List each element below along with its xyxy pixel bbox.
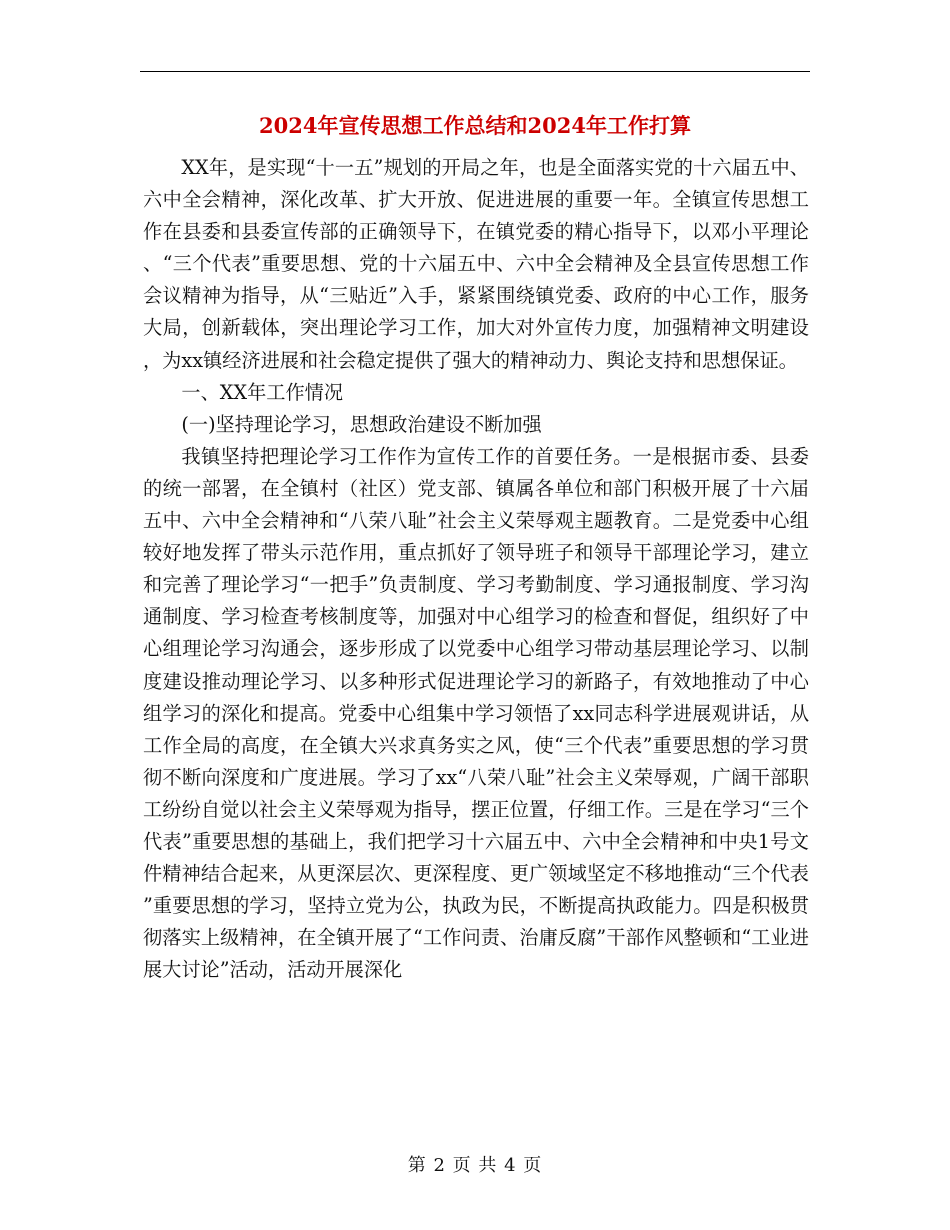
subsection-heading: (一)坚持理论学习，思想政治建设不断加强 xyxy=(181,412,542,436)
section-heading: 一、XX年工作情况 xyxy=(181,380,344,404)
body-paragraph: 我镇坚持把理论学习工作作为宣传工作的首要任务。一是根据市委、县委的统一部署，在全镇村（社区）党支部、镇属各单位和部门积极开展了十六届五中、六中全会精神和“八荣八耻”社会主义荣辱观主题教育。二是党委中心组较好地发挥了带头示范作用，重点抓好了领导班子和领导干部理论学习，建立和完善了理论学习“一把手”负责制度、学习考勤制度、学习通报制度、学习沟通制度、学习检查考核制度等，加强对中心组学习的检查和督促，组织好了中心组理论学习沟通会，逐步形成了以党委中心组学习带动基层理论学习、以制度建设推动理论学习、以多种形式促进理论学习的新路子，有效地推动了中心组学习的深化和提高。党委中心组集中学习领悟了xx同志科学进展观讲话，从工作全局的高度，在全镇大兴求真务实之风，使“三个代表”重要思想的学习贯彻不断向深度和广度进展。学习了xx“八荣八耻”社会主义荣辱观，广阔干部职工纷纷自觉以社会主义荣辱观为指导，摆正位置，仔细工作。三是在学习“三个代表”重要思想的基础上，我们把学习十六届五中、六中全会精神和中央1号文件精神结合起来，从更深层次、更深程度、更广领域坚定不移地推动“三个代表”重要思想的学习，坚持立党为公，执政为民，不断提高执政能力。四是积极贯彻落实上级精神，在全镇开展了“工作问责、治庸反腐”干部作风整顿和“工业进展大讨论”活动，活动开展深化 xyxy=(143,444,809,982)
document-title: 2024年宣传思想工作总结和2024年工作打算 xyxy=(259,113,691,138)
header-rule xyxy=(140,71,810,72)
page-number: 第 2 页 共 4 页 xyxy=(407,1155,543,1176)
document-body xyxy=(143,152,809,986)
intro-paragraph: XX年，是实现“十一五”规划的开局之年，也是全面落实党的十六届五中、六中全会精神，深化改革、扩大开放、促进进展的重要一年。全镇宣传思想工作在县委和县委宣传部的正确领导下，在镇党委的精心指导下，以邓小平理论、“三个代表”重要思想、党的十六届五中、六中全会精神及全县宣传思想工作会议精神为指导，从“三贴近”入手，紧紧围绕镇党委、政府的中心工作，服务大局，创新载体，突出理论学习工作，加大对外宣传力度，加强精神文明建设，为xx镇经济进展和社会稳定提供了强大的精神动力、舆论支持和思想保证。 xyxy=(143,156,809,372)
